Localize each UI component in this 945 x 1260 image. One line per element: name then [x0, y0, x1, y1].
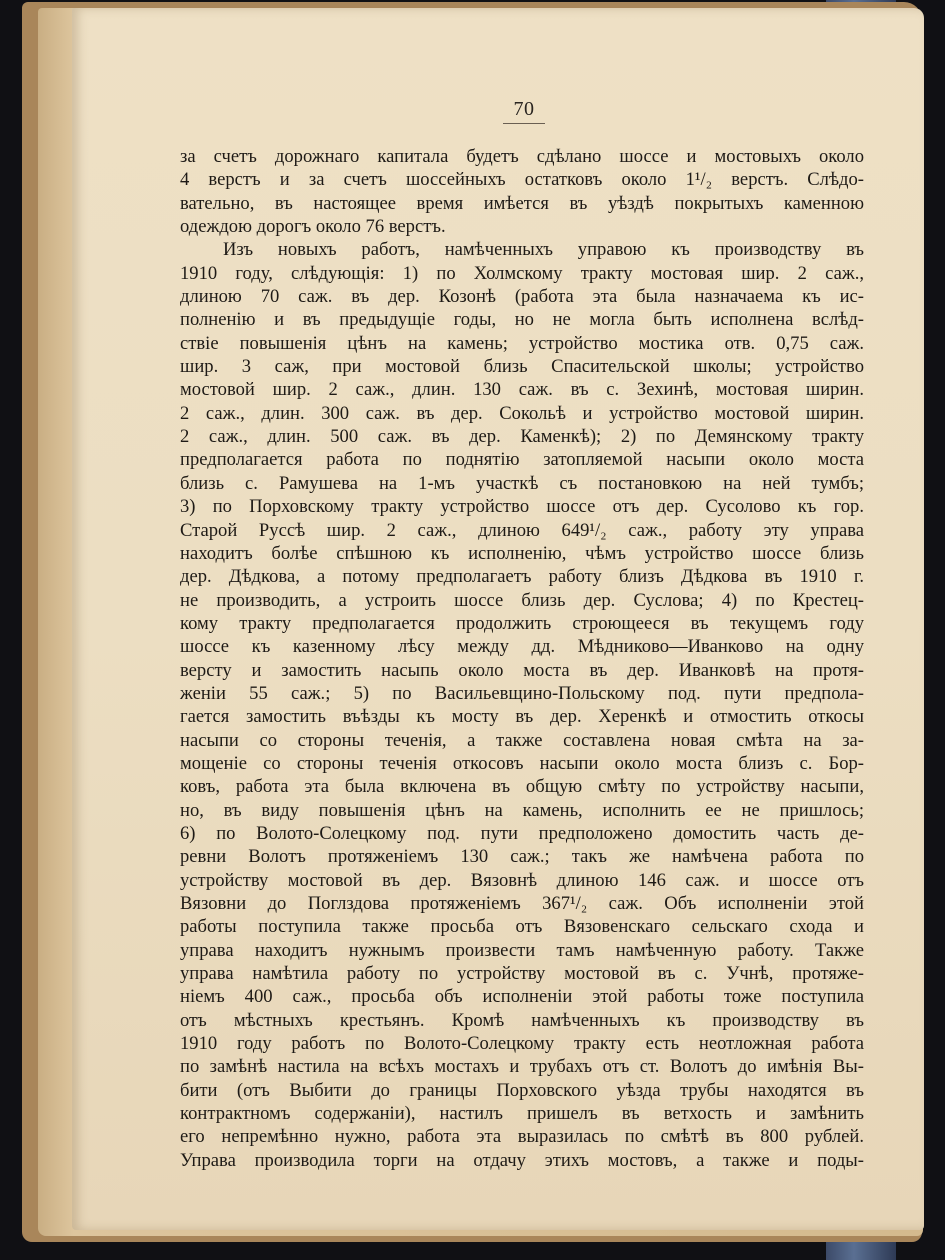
text-line: работы поступила также просьба отъ Вязовенскаго сельскаго схода и [180, 916, 864, 938]
text-line: предполагается работа по поднятію затопляемой насыпи около моста [180, 449, 864, 471]
text-line: длиною 70 саж. въ дер. Козонѣ (работа эта была назначаема къ ис- [180, 286, 864, 308]
text-line: Изъ новыхъ работъ, намѣченныхъ управою къ производству въ [223, 239, 864, 261]
text-line: по замѣнѣ настила на всѣхъ мостахъ и трубахъ отъ ст. Волотъ до имѣнія Вы- [180, 1056, 864, 1078]
page-number: 70 [503, 98, 545, 124]
text-line: кому тракту предполагается продолжить строющееся въ текущемъ году [180, 612, 864, 634]
text-line: гается замостить въѣзды къ мосту въ дер. Херенкѣ и отмостить откосы [180, 706, 864, 728]
text-line: 6) по Волото-Солецкому под. пути предположено домостить часть де- [180, 822, 864, 844]
text-line: 2 саж., длин. 500 саж. въ дер. Каменкѣ); 2) по Демянскому тракту [180, 426, 864, 448]
text-line: устройству мостовой въ дер. Вязовнѣ длиною 146 саж. и шоссе отъ [180, 869, 864, 891]
text-line: не производить, а устроить шоссе близь дер. Суслова; 4) по Крестец- [180, 589, 864, 611]
text-line: ревни Волотъ протяженіемъ 130 саж.; такъ же намѣчена работа по [180, 846, 864, 868]
text-line: женіи 55 саж.; 5) по Васильевщино-Польскому под. пути предпола- [180, 682, 864, 704]
text-line: но, въ виду повышенія цѣнъ на камень, исполнить ее не пришлось; [180, 799, 864, 821]
text-line: версту и замостить насыпь около моста въ дер. Иванковѣ на протя- [180, 659, 864, 681]
text-line: Управа производила торги на отдачу этихъ мостовъ, а также и поды- [180, 1149, 864, 1171]
text-line: насыпи со стороны теченія, а также составлена новая смѣта на за- [180, 729, 864, 751]
text-line: дер. Дѣдкова, а потому предполагаетъ работу близъ Дѣдкова въ 1910 г. [180, 566, 864, 588]
text-line: отъ мѣстныхъ крестьянъ. Кромѣ намѣченныхъ къ производству въ [180, 1009, 864, 1031]
text-line: 3) по Порховскому тракту устройство шоссе отъ дер. Сусолово къ гор. [180, 496, 864, 518]
text-line: 1910 году, слѣдующія: 1) по Холмскому тракту мостовая шир. 2 саж., [180, 262, 864, 284]
text-line: полненію и въ предыдущіе годы, но не могла быть исполнена вслѣд- [180, 309, 864, 331]
text-line: ніемъ 400 саж., просьба объ исполненіи этой работы тоже поступила [180, 986, 864, 1008]
text-line: Вязовни до Поглздова протяженіемъ 367¹/₂ саж. Объ исполненіи этой [180, 893, 864, 914]
text-line: 4 верстъ и за счетъ шоссейныхъ остатковъ около 1¹/₂ верстъ. Слѣдо- [180, 169, 864, 191]
text-line: близь с. Рамушева на 1-мъ участкѣ съ постановкою на ней тумбъ; [180, 472, 864, 494]
text-line: шоссе къ казенному лѣсу между дд. Мѣдниково—Иванково на одну [180, 636, 864, 658]
text-line: контрактномъ содержаніи), настилъ пришелъ въ ветхость и замѣнить [180, 1103, 864, 1125]
text-line: ковъ, работа эта была включена въ общую смѣту по устройству насыпи, [180, 776, 864, 798]
text-line: управа находитъ нужнымъ произвести тамъ намѣченную работу. Также [180, 939, 864, 961]
text-line: мостовой шир. 2 саж., длин. 130 саж. въ с. Зехинѣ, мостовая ширин. [180, 379, 864, 401]
text-line: шир. 3 саж, при мостовой близь Спасительской школы; устройство [180, 356, 864, 378]
text-line: бити (отъ Выбити до границы Порховского уѣзда трубы находятся въ [180, 1079, 864, 1101]
text-line: 2 саж., длин. 300 саж. въ дер. Сокольѣ и устройство мостовой ширин. [180, 402, 864, 424]
text-line: его непремѣнно нужно, работа эта выразилась по смѣтѣ въ 800 рублей. [180, 1126, 864, 1148]
body-text [180, 145, 864, 1172]
text-line: мощеніе со стороны теченія откосовъ насыпи около моста близъ с. Бор- [180, 752, 864, 774]
text-line: ствіе повышенія цѣнъ на камень; устройство мостика отв. 0,75 саж. [180, 332, 864, 354]
text-line: за счетъ дорожнаго капитала будетъ сдѣлано шоссе и мостовыхъ около [180, 146, 864, 167]
text-line: вательно, въ настоящее время имѣется въ уѣздѣ покрытыхъ каменною [180, 192, 864, 214]
text-line: Старой Руссѣ шир. 2 саж., длиною 649¹/₂ саж., работу эту управа [180, 519, 864, 541]
text-line: управа намѣтила работу по устройству мостовой въ с. Учнѣ, протяже- [180, 963, 864, 985]
text-line: 1910 году работъ по Волото-Солецкому тракту есть неотложная работа [180, 1033, 864, 1055]
text-line: находитъ болѣе спѣшною къ исполненію, чѣмъ устройство шоссе близь [180, 542, 864, 564]
text-line: одеждою дорогъ около 76 верстъ. [180, 216, 446, 238]
